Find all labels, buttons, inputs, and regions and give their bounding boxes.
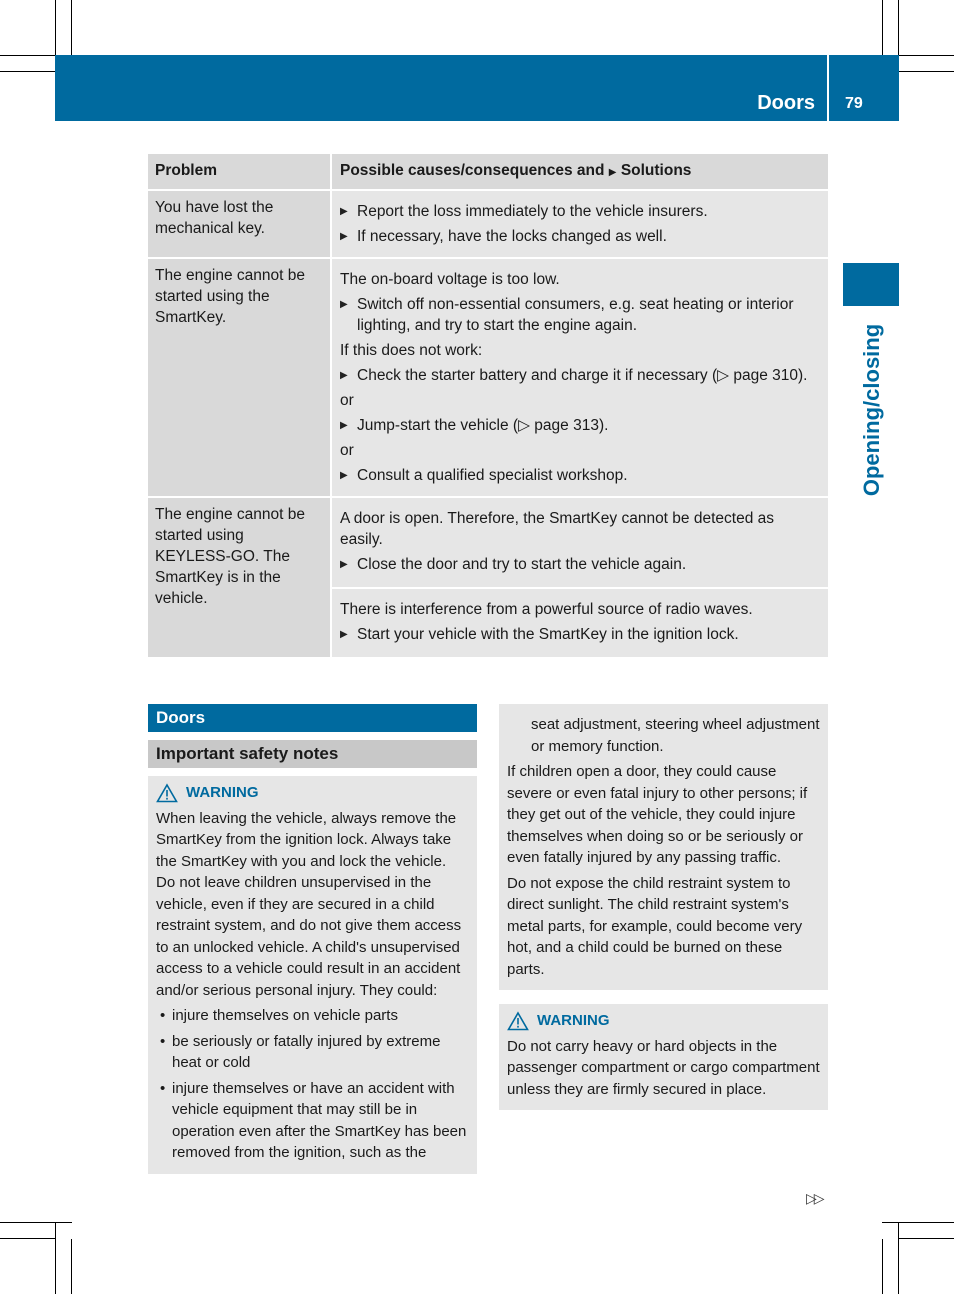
warning-continued-text: seat adjustment, steering wheel adjustment or memory function. (531, 716, 820, 755)
cause-text: The on-board voltage is too low. (340, 271, 560, 288)
problem-cell: The engine cannot be started using KEYLESS-GO. The SmartKey is in the vehicle. (148, 498, 332, 657)
crop-mark (882, 1222, 954, 1223)
table-row (148, 259, 828, 498)
crop-mark (898, 1222, 899, 1294)
solution-step: ▶ Start your vehicle with the SmartKey in the ignition lock. (340, 624, 820, 645)
header-divider (827, 55, 829, 121)
crop-mark (55, 1222, 56, 1294)
play-arrow-icon: ▶ (608, 167, 617, 178)
table-row (148, 498, 828, 659)
header-section-title: Doors (757, 92, 815, 114)
warning-box-continued (499, 704, 828, 990)
side-chapter-label: Opening/closing (859, 323, 884, 497)
solution-step: ▶ If necessary, have the locks changed as well. (340, 226, 820, 247)
crop-mark (899, 1238, 954, 1239)
header-solutions-post: Solutions (620, 162, 692, 179)
warning-text: When leaving the vehicle, always remove the SmartKey from the ignition lock. Always take the SmartKey with you and lock the vehicle. Do not leave children unsupervised in the vehicle, even if they are secured in a child restraint system, and do not give them access to an unlocked vehicle. A child's unsupervised access to a vehicle could result in an accident and/or serious personal injury. They could: (156, 809, 462, 999)
warning-triangle-icon (156, 783, 178, 803)
or-text: or (340, 392, 354, 409)
crop-mark (0, 1238, 55, 1239)
crop-mark (0, 55, 55, 56)
table-row (148, 191, 828, 259)
list-item: • be seriously or fatally injured by extreme heat or cold (156, 1031, 469, 1074)
list-item: • injure themselves on vehicle parts (156, 1005, 469, 1027)
crop-mark (71, 1239, 72, 1294)
warning-box (499, 1004, 828, 1110)
or-text: or (340, 442, 354, 459)
cause-text: A door is open. Therefore, the SmartKey cannot be detected as easily. (340, 510, 774, 548)
header-solutions (332, 154, 828, 189)
subsection-title: Important safety notes (148, 740, 477, 768)
warning-text: Do not carry heavy or hard objects in the passenger compartment or cargo compartment unless they are firmly secured in place. (507, 1037, 820, 1098)
warning-label: WARNING (186, 784, 259, 801)
crop-mark (882, 0, 883, 55)
solutions-cell (332, 191, 828, 257)
troubleshooting-table (148, 154, 828, 659)
crop-mark (899, 55, 954, 56)
solution-subblock (332, 587, 828, 657)
warning-box (148, 776, 477, 1174)
problem-cell: The engine cannot be started using the SmartKey. (148, 259, 332, 496)
warning-text: If children open a door, they could cause severe or even fatal injury to other persons; if they get out of the vehicle, they could injure themselves when doing so or be seriously or even fatally injured by any passing traffic. (507, 763, 808, 866)
header-problem: Problem (148, 154, 332, 189)
section-title: Doors (148, 704, 477, 732)
solution-step: ▶ Close the door and try to start the vehicle again. (340, 554, 820, 575)
solutions-cell (332, 259, 828, 496)
warning-triangle-icon (507, 1011, 529, 1031)
warning-text: Do not expose the child restraint system to direct sunlight. The child restraint system's metal parts, for example, could become very hot, and a child could be burned on these parts. (507, 874, 803, 978)
left-column (148, 704, 477, 1174)
right-column (499, 704, 828, 1110)
continue-arrows-icon: ▷▷ (806, 1190, 822, 1206)
list-item: • injure themselves or have an accident with vehicle equipment that may still be in operation even after the SmartKey has been removed from the ignition, such as the (156, 1078, 469, 1164)
page-header (55, 55, 899, 121)
problem-cell: You have lost the mechanical key. (148, 191, 332, 257)
solution-subblock (340, 498, 820, 587)
side-tab-marker (843, 263, 899, 306)
cause-text: There is interference from a powerful source of radio waves. (340, 601, 753, 618)
solutions-cell (332, 498, 828, 657)
warning-header (156, 782, 469, 804)
crop-mark (0, 1222, 72, 1223)
solution-step: ▶ Switch off non-essential consumers, e.g. seat heating or interior lighting, and try to start the engine again. (340, 294, 820, 336)
crop-mark (882, 1239, 883, 1294)
header-solutions-pre: Possible causes/consequences and (340, 162, 605, 179)
solution-step: ▶ Consult a qualified specialist workshop. (340, 465, 820, 486)
table-header-row (148, 154, 828, 191)
crop-mark (71, 0, 72, 55)
solution-step: ▶ Check the starter battery and charge it if necessary (▷ page 310). (340, 365, 820, 386)
solution-step: ▶ Report the loss immediately to the vehicle insurers. (340, 201, 820, 222)
warning-header (507, 1010, 820, 1032)
cause-text: If this does not work: (340, 342, 483, 359)
warning-label: WARNING (537, 1012, 610, 1029)
solution-step: ▶ Jump-start the vehicle (▷ page 313). (340, 415, 820, 436)
page-number: 79 (845, 95, 863, 112)
